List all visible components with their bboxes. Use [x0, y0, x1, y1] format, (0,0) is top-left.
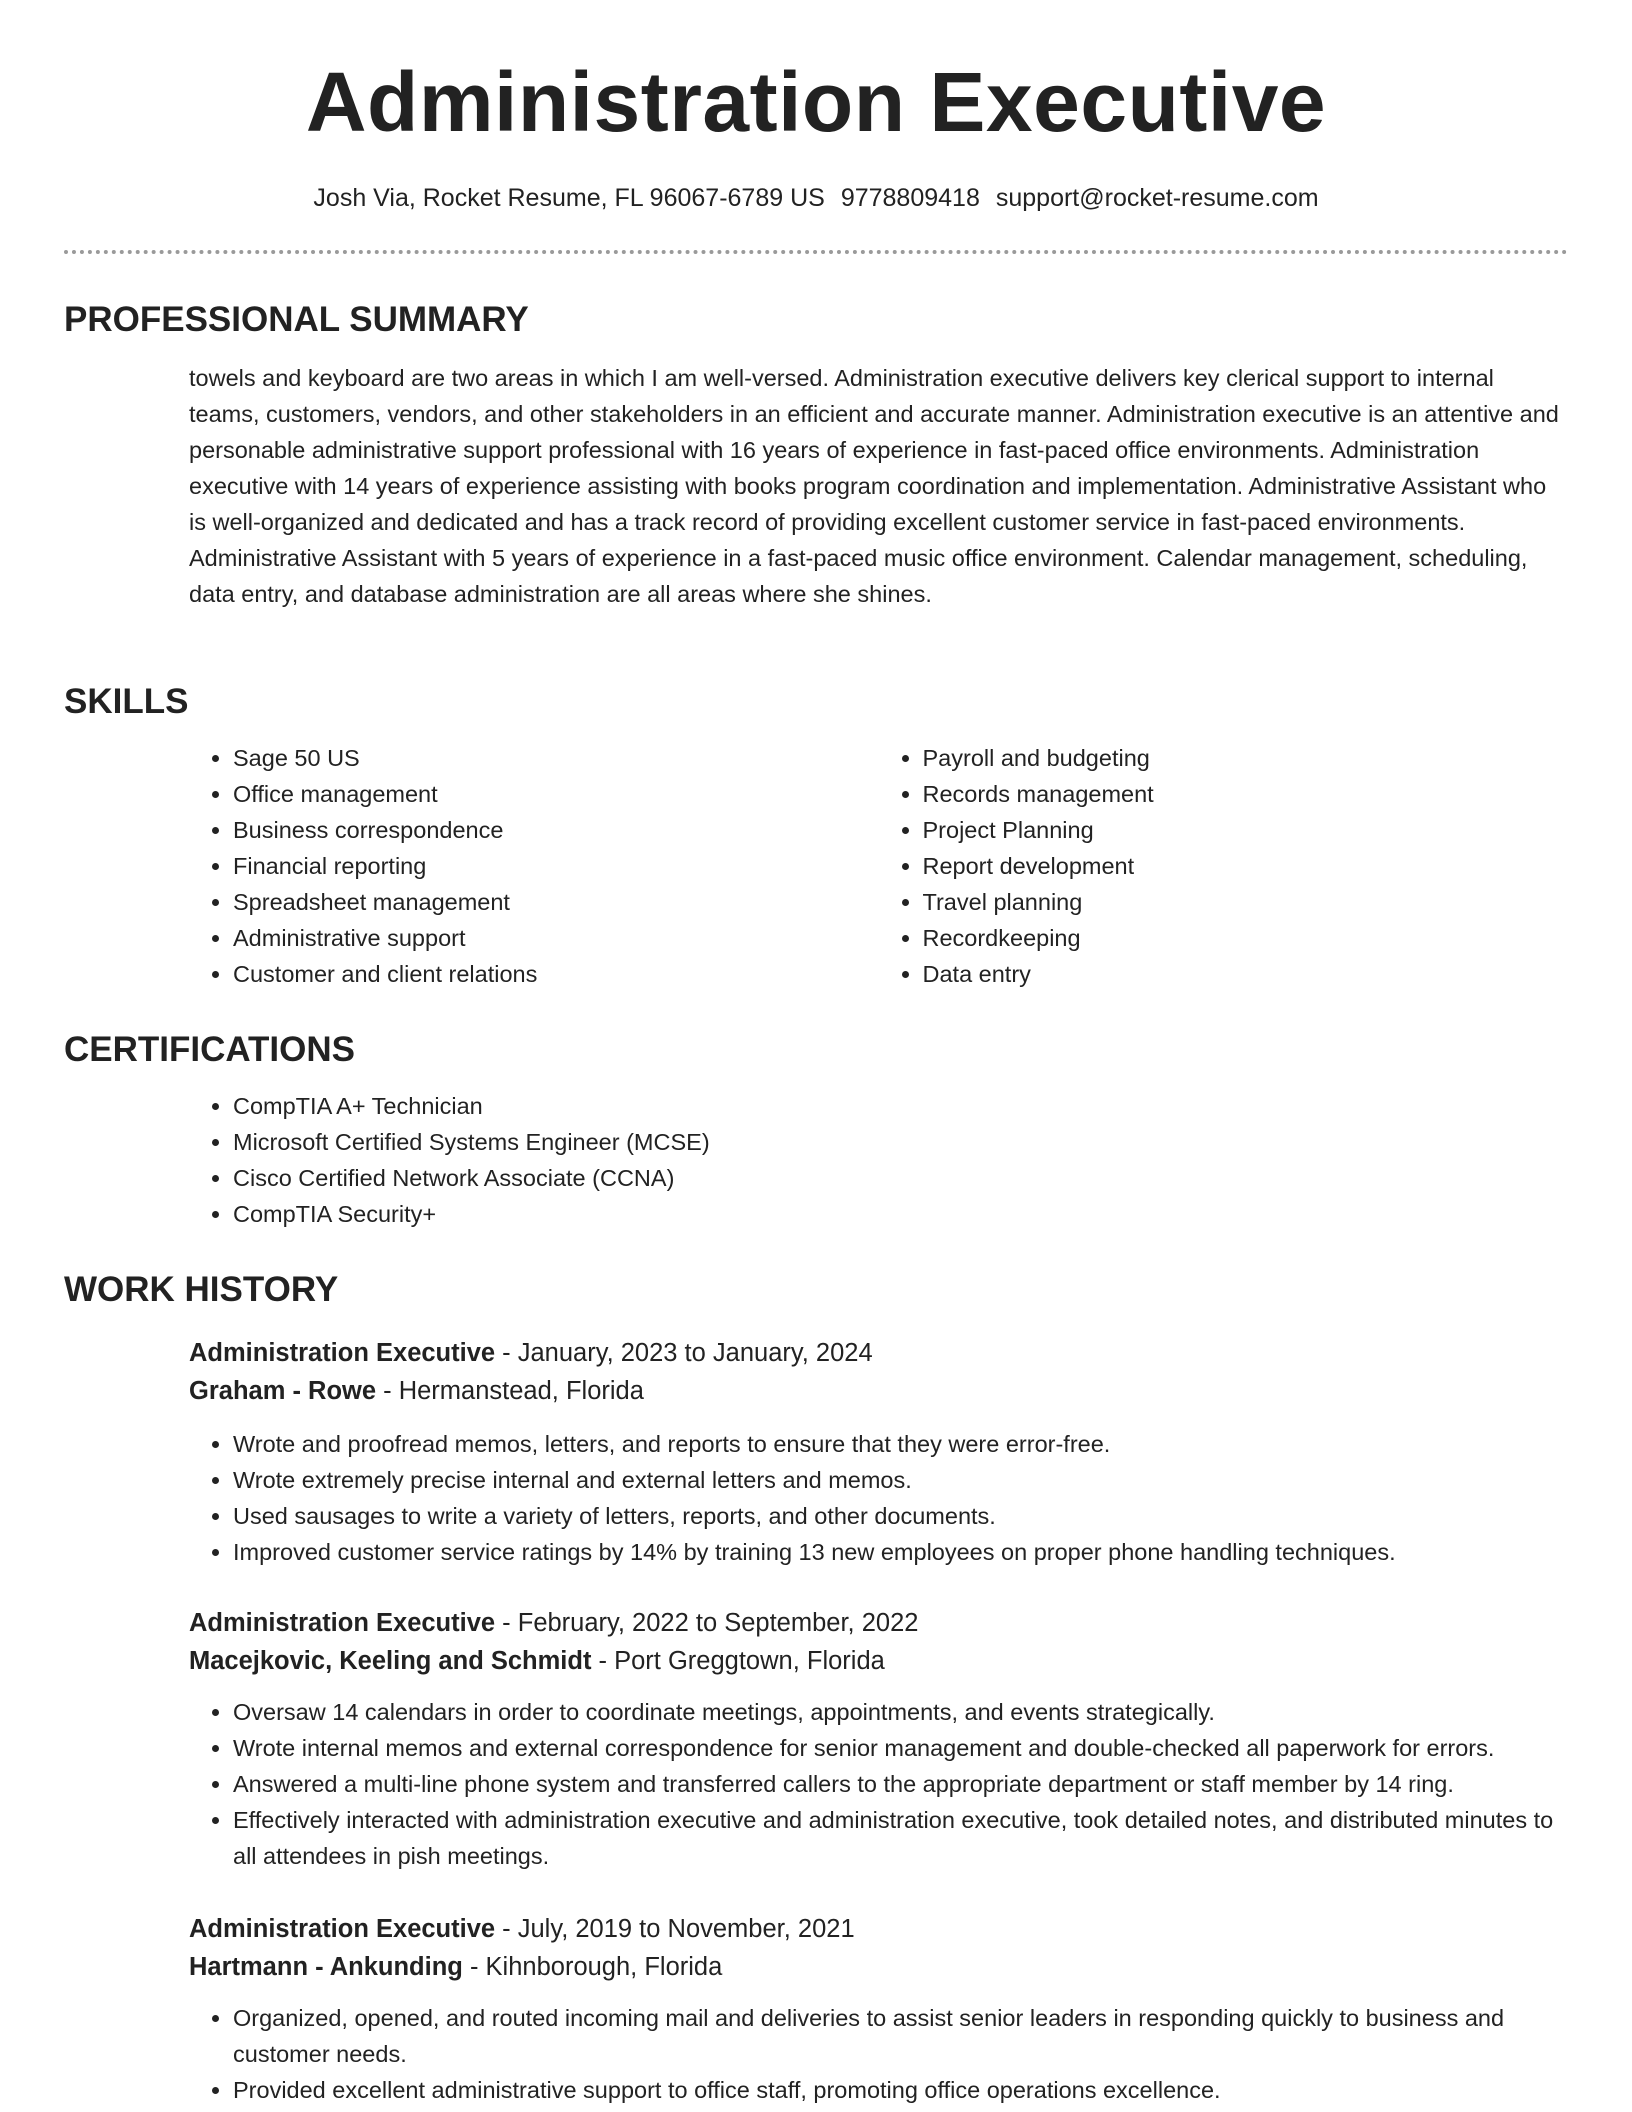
- certifications-body: [189, 1088, 1568, 1232]
- contact-email: support@rocket-resume.com: [995, 184, 1319, 212]
- certifications-section: [64, 1028, 1568, 1232]
- job-bullets: [189, 1694, 1568, 1874]
- skill-item: • Travel planning: [923, 884, 1569, 920]
- skills-columns: [189, 740, 1568, 992]
- job-location: - Hermanstead, Florida: [376, 1377, 644, 1405]
- candidate-name: Administration Executive: [305, 55, 1327, 149]
- job-company: Graham - Rowe: [189, 1377, 377, 1405]
- job-bullet: • Wrote extremely precise internal and external letters and memos.: [233, 1462, 1568, 1498]
- contact-line: [0, 180, 1632, 216]
- skill-item: • Payroll and budgeting: [923, 740, 1569, 776]
- job-title-line: [189, 1334, 1568, 1372]
- skills-heading: SKILLS: [64, 682, 189, 721]
- skill-item: • Administrative support: [233, 920, 879, 956]
- skill-item: • Records management: [923, 776, 1569, 812]
- job-company: Macejkovic, Keeling and Schmidt: [189, 1647, 592, 1675]
- skills-right-list: [879, 740, 1569, 992]
- job-title: Administration Executive: [189, 1915, 496, 1943]
- skills-section: [64, 680, 1568, 992]
- certification-item: • CompTIA Security+: [233, 1196, 1568, 1232]
- job-company: Hartmann - Ankunding: [189, 1953, 463, 1981]
- job-bullets: [189, 1426, 1568, 1570]
- skill-item: • Customer and client relations: [233, 956, 879, 992]
- job-bullet: • Answered a multi-line phone system and transferred callers to the appropriate department or staff member by 14 ring.: [233, 1766, 1568, 1802]
- job-entry: [64, 1604, 1568, 1874]
- skill-item: • Project Planning: [923, 812, 1569, 848]
- summary-text: towels and keyboard are two areas in which I am well-versed. Administration executive delivers key clerical support to internal teams, customers, vendors, and other stakeholders in an efficient and accurate manner. Administration executive is an attentive and personable administrative support professional with 16 years of experience in fast-paced office environments. Administration executive with 14 years of experience assisting with books program coordination and implementation. Administrative Assistant who is well-organized and dedicated and has a track record of providing excellent customer service in fast-paced environments. Administrative Assistant with 5 years of experience in a fast-paced music office environment. Calendar management, scheduling, data entry, and database administration are all areas where she shines.: [189, 365, 1559, 607]
- certifications-heading: CERTIFICATIONS: [64, 1030, 356, 1069]
- summary-section: [64, 298, 1568, 612]
- job-bullet: • Improved customer service ratings by 14% by training 13 new employees on proper phone handling techniques.: [233, 1534, 1568, 1570]
- skill-item: • Sage 50 US: [233, 740, 879, 776]
- job-location: - Port Greggtown, Florida: [591, 1647, 885, 1675]
- job-body: [189, 1910, 1568, 2108]
- work-history-heading: WORK HISTORY: [64, 1270, 339, 1309]
- job-title-line: [189, 1910, 1568, 1948]
- job-bullet: • Provided excellent administrative support to office staff, promoting office operations excellence.: [233, 2072, 1568, 2108]
- contact-address: Josh Via, Rocket Resume, FL 96067-6789 US: [313, 184, 825, 212]
- job-dates: - February, 2022 to September, 2022: [495, 1609, 919, 1637]
- contact-phone: 9778809418: [840, 184, 980, 212]
- job-title: Administration Executive: [189, 1339, 496, 1367]
- job-title-line: [189, 1604, 1568, 1642]
- skill-item: • Spreadsheet management: [233, 884, 879, 920]
- job-bullet: • Effectively interacted with administration executive and administration executive, took detailed notes, and distributed minutes to all attendees in pish meetings.: [233, 1802, 1568, 1874]
- skills-left-list: [189, 740, 879, 992]
- skill-item: • Report development: [923, 848, 1569, 884]
- job-dates: - January, 2023 to January, 2024: [495, 1339, 873, 1367]
- skill-item: • Financial reporting: [233, 848, 879, 884]
- summary-heading: PROFESSIONAL SUMMARY: [64, 300, 529, 339]
- job-company-line: [189, 1948, 1568, 1986]
- job-body: [189, 1604, 1568, 1874]
- job-bullet: • Wrote internal memos and external correspondence for senior management and double-checked all paperwork for errors.: [233, 1730, 1568, 1766]
- certification-item: • Microsoft Certified Systems Engineer (MCSE): [233, 1124, 1568, 1160]
- skill-item: • Recordkeeping: [923, 920, 1569, 956]
- skill-item: • Data entry: [923, 956, 1569, 992]
- job-entry: [64, 1334, 1568, 1570]
- certification-item: • CompTIA A+ Technician: [233, 1088, 1568, 1124]
- skill-item: • Business correspondence: [233, 812, 879, 848]
- job-body: [189, 1334, 1568, 1570]
- job-bullet: • Wrote and proofread memos, letters, and reports to ensure that they were error-free.: [233, 1426, 1568, 1462]
- work-history-section: [64, 1268, 1568, 1312]
- job-bullets: [189, 2000, 1568, 2108]
- job-dates: - July, 2019 to November, 2021: [495, 1915, 855, 1943]
- certifications-list: [189, 1088, 1568, 1232]
- job-entry: [64, 1910, 1568, 2108]
- job-bullet: • Organized, opened, and routed incoming mail and deliveries to assist senior leaders in responding quickly to business and customer needs.: [233, 2000, 1568, 2072]
- job-bullet: • Used sausages to write a variety of letters, reports, and other documents.: [233, 1498, 1568, 1534]
- header-divider: [64, 250, 1568, 254]
- job-company-line: [189, 1642, 1568, 1680]
- job-title: Administration Executive: [189, 1609, 496, 1637]
- certification-item: • Cisco Certified Network Associate (CCNA): [233, 1160, 1568, 1196]
- job-location: - Kihnborough, Florida: [462, 1953, 723, 1981]
- job-company-line: [189, 1372, 1568, 1410]
- skill-item: • Office management: [233, 776, 879, 812]
- job-bullet: • Oversaw 14 calendars in order to coordinate meetings, appointments, and events strategically.: [233, 1694, 1568, 1730]
